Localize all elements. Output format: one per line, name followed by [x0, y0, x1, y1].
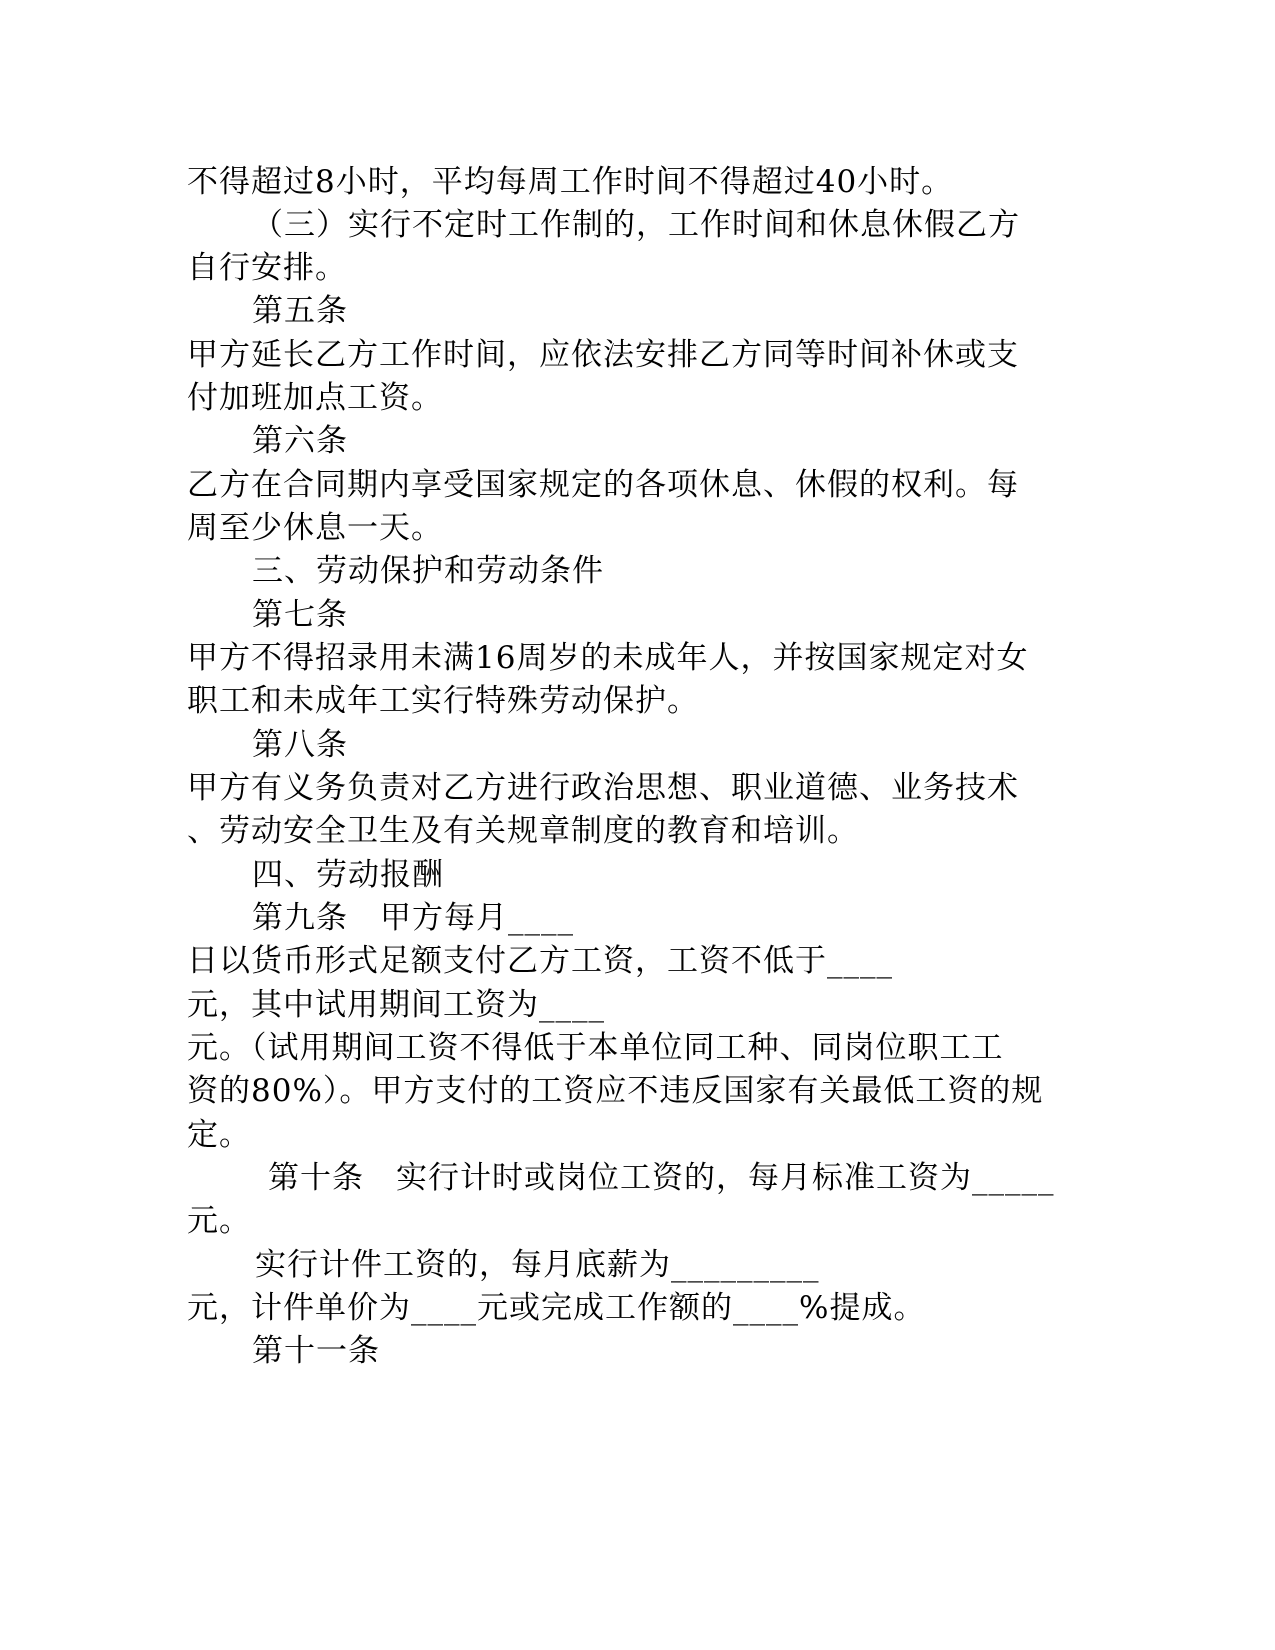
body-text-line: 日以货币形式足额支付乙方工资，工资不低于____ — [187, 943, 893, 979]
section-heading: 三、劳动保护和劳动条件 — [252, 553, 604, 589]
article-heading: 第六条 — [252, 423, 348, 459]
body-text-line: 元，其中试用期间工资为____ — [187, 987, 605, 1023]
section-heading: 四、劳动报酬 — [252, 857, 444, 893]
body-text-line: 职工和未成年工实行特殊劳动保护。 — [187, 683, 699, 719]
body-text-line: （三）实行不定时工作制的，工作时间和休息休假乙方 — [252, 207, 1020, 243]
body-text-line: 定。 — [187, 1117, 251, 1153]
body-text-line: 元，计件单价为____元或完成工作额的____%提成。 — [187, 1290, 926, 1326]
body-text-line: 自行安排。 — [187, 250, 347, 286]
article-heading: 第七条 — [252, 597, 348, 633]
body-text-line: 周至少休息一天。 — [187, 510, 443, 546]
body-text-line: 不得超过8小时，平均每周工作时间不得超过40小时。 — [187, 164, 954, 200]
body-text-line: 实行计件工资的，每月底薪为_________ — [255, 1247, 820, 1283]
body-text-line: 甲方有义务负责对乙方进行政治思想、职业道德、业务技术 — [187, 770, 1019, 806]
body-text-line: 付加班加点工资。 — [187, 380, 443, 416]
article-heading: 第九条 甲方每月____ — [252, 900, 574, 936]
body-text-line: 甲方延长乙方工作时间，应依法安排乙方同等时间补休或支 — [187, 337, 1019, 373]
article-heading: 第八条 — [252, 727, 348, 763]
body-text-line: 元。 — [187, 1203, 251, 1239]
body-text-line: 元。（试用期间工资不得低于本单位同工种、同岗位职工工 — [187, 1030, 1004, 1066]
article-heading: 第十条 实行计时或岗位工资的，每月标准工资为_____ — [268, 1160, 1055, 1196]
body-text-line: 、劳动安全卫生及有关规章制度的教育和培训。 — [187, 813, 859, 849]
article-heading: 第十一条 — [252, 1333, 380, 1369]
body-text-line: 资的80%）。甲方支付的工资应不违反国家有关最低工资的规 — [187, 1073, 1044, 1109]
article-heading: 第五条 — [252, 293, 348, 329]
body-text-line: 甲方不得招录用未满16周岁的未成年人，并按国家规定对女 — [187, 640, 1029, 676]
body-text-line: 乙方在合同期内享受国家规定的各项休息、休假的权利。每 — [187, 467, 1019, 503]
